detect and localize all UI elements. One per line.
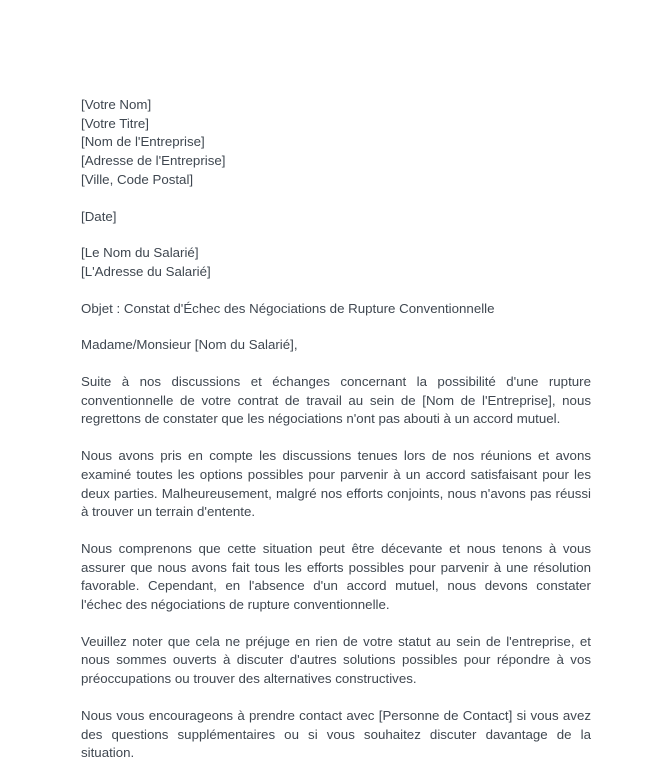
sender-block bbox=[81, 96, 591, 190]
paragraph-negotiation-failure: Suite à nos discussions et échanges concernant la possibilité d'une rupture conventionnelle de votre contrat de travail au sein de [Nom de l'Entreprise], nous regrettons de constater que les négociations n'ont pas abouti à un accord mutuel. bbox=[81, 374, 591, 427]
paragraph-status-note: Veuillez noter que cela ne préjuge en rien de votre statut au sein de l'entreprise, et nous sommes ouverts à discuter d'autres solutions possibles pour répondre à vos préoccupations ou trouver des alternatives constructives. bbox=[81, 633, 591, 687]
paragraph-understanding: Nous comprenons que cette situation peut être décevante et nous tenons à vous assurer que nous avons fait tous les efforts possibles pour parvenir à une résolution favorable. Cependant, en l'absence d'un accord mutuel, nous devons constater l'échec des négociations de rupture conventionnelle. bbox=[81, 540, 591, 613]
sender-company: [Nom de l'Entreprise] bbox=[81, 134, 205, 150]
recipient-name: [Le Nom du Salarié] bbox=[81, 245, 199, 261]
recipient-block bbox=[81, 244, 591, 281]
recipient-address: [L'Adresse du Salarié] bbox=[81, 263, 211, 279]
sender-city-postal: [Ville, Code Postal] bbox=[81, 171, 194, 187]
sender-title: [Votre Titre] bbox=[81, 115, 149, 131]
salutation: Madame/Monsieur [Nom du Salarié], bbox=[81, 337, 298, 353]
subject-line: Objet : Constat d'Échec des Négociations de Rupture Conventionnelle bbox=[81, 300, 495, 316]
date-line: [Date] bbox=[81, 208, 117, 224]
paragraph-discussions-review: Nous avons pris en compte les discussions tenues lors de nos réunions et avons examiné toutes les options possibles pour parvenir à un accord satisfaisant pour les deux parties. Malheureusement, malgré nos efforts conjoints, nous n'avons pas réussi à trouver un terrain d'entente. bbox=[81, 448, 591, 520]
sender-name: [Votre Nom] bbox=[81, 97, 152, 112]
paragraph-contact-encouragement: Nous vous encourageons à prendre contact avec [Personne de Contact] si vous avez des questions supplémentaires ou si vous souhaitez discuter davantage de la situation. bbox=[81, 707, 591, 761]
sender-address: [Adresse de l'Entreprise] bbox=[81, 153, 226, 169]
